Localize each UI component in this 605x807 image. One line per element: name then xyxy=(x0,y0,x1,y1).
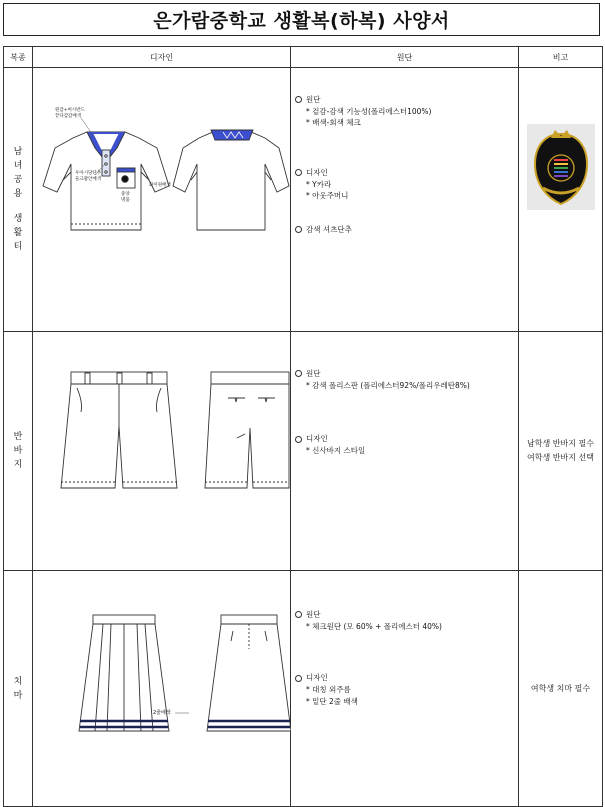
svg-text:명품: 명품 xyxy=(121,198,130,203)
design-shirt xyxy=(33,68,291,332)
header-row xyxy=(4,47,603,68)
shorts-front-drawing xyxy=(61,372,177,488)
circle-bullet-icon xyxy=(295,226,302,233)
row-shirt xyxy=(4,68,603,332)
circle-bullet-icon xyxy=(295,96,302,103)
circle-bullet-icon xyxy=(295,169,302,176)
svg-text:원감+여시반드: 원감+여시반드 xyxy=(55,108,85,113)
header-fabric: 원단 xyxy=(291,47,519,68)
skirt-back-drawing xyxy=(207,615,291,731)
page-title: 은가람중학교 생활복(하복) 사양서 xyxy=(3,3,600,36)
design-skirt xyxy=(33,571,291,807)
note-shorts: 남학생 반바지 필수 여학생 반바지 선택 xyxy=(519,332,603,571)
header-category: 복종 xyxy=(4,47,33,68)
svg-text:끝다감감배색: 끝다감감배색 xyxy=(55,114,82,119)
shirt-front-drawing xyxy=(43,132,169,230)
svg-text:화이원배색: 화이원배색 xyxy=(149,183,171,188)
skirt-illustration xyxy=(33,571,291,804)
design-shorts xyxy=(33,332,291,571)
circle-bullet-icon xyxy=(295,675,302,682)
circle-bullet-icon xyxy=(295,436,302,443)
svg-text:중앙: 중앙 xyxy=(121,192,130,197)
header-design: 디자인 xyxy=(33,47,291,68)
school-emblem-badge xyxy=(527,124,595,210)
spec-skirt: 원단 * 체크원단 (모 60% + 폴리에스터 40%) 디자인 * 대칭 외주름 * 밑단 2줄 배색 xyxy=(291,571,519,807)
svg-text:둘크괄안배색: 둘크괄안배색 xyxy=(75,177,102,182)
row-shorts xyxy=(4,332,603,571)
shorts-illustration xyxy=(33,332,291,568)
header-remarks: 비고 xyxy=(519,47,603,68)
polo-shirt-illustration xyxy=(33,68,291,329)
svg-text:우아시당단추: 우아시당단추 xyxy=(75,171,102,176)
svg-text:2줄배색: 2줄배색 xyxy=(153,710,171,716)
shorts-back-drawing xyxy=(205,372,289,488)
spec-table xyxy=(3,46,603,807)
row-label-skirt: 치 마 xyxy=(4,571,33,807)
shirt-back-drawing xyxy=(173,130,289,230)
row-label-shorts: 반 바 지 xyxy=(4,332,33,571)
row-skirt xyxy=(4,571,603,807)
circle-bullet-icon xyxy=(295,611,302,618)
note-shirt xyxy=(519,68,603,332)
spec-shirt: 원단 * 겉감-감색 기능성(폴리에스터100%) * 배색-회색 체크 디자인 * Y카라 * 아웃주머니 감색 셔츠단추 xyxy=(291,68,519,332)
circle-bullet-icon xyxy=(295,370,302,377)
note-skirt: 여학생 치마 필수 xyxy=(519,571,603,807)
row-label-shirt: 남 녀 공 용 생 활 티 xyxy=(4,68,33,332)
spec-shorts: 원단 * 감색 폴리스판 (폴리에스터92%/폴리우레탄8%) 디자인 * 신사바지 스타일 xyxy=(291,332,519,571)
